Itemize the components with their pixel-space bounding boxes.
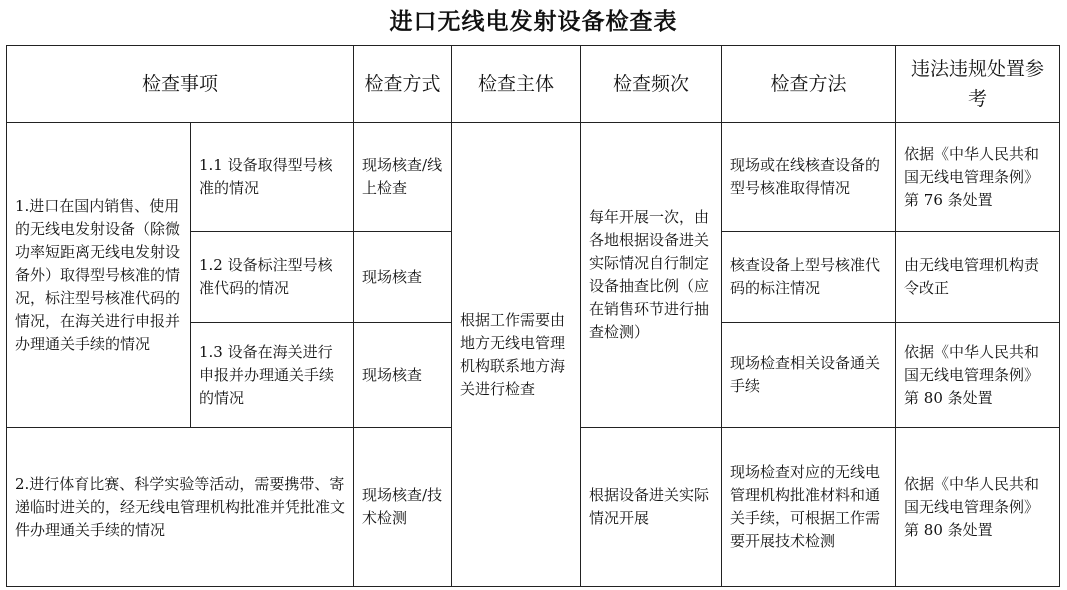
header-subject: 检查主体: [452, 46, 581, 123]
section1-description: 1.进口在国内销售、使用的无线电发射设备（除微功率短距离无线电发射设备外）取得型号核准的情况，标注型号核准代码的情况，在海关进行申报并办理通关手续的情况: [7, 123, 191, 428]
section2-item: 2.进行体育比赛、科学实验等活动，需要携带、寄递临时进关的，经无线电管理机构批准并凭批准文件办理通关手续的情况: [7, 428, 354, 587]
row-1-1-method: 现场或在线核查设备的型号核准取得情况: [722, 123, 896, 232]
section2-method-type: 现场核查/技术检测: [354, 428, 452, 587]
inspection-table: [6, 45, 1060, 587]
row-1-1-method-type: 现场核查/线上检查: [354, 123, 452, 232]
row-1-2-method: 核查设备上型号核准代码的标注情况: [722, 232, 896, 323]
row-1-3-method: 现场检查相关设备通关手续: [722, 323, 896, 428]
header-item: 检查事项: [7, 46, 354, 123]
header-row: [7, 46, 1060, 123]
row-1-3-method-type: 现场核查: [354, 323, 452, 428]
row-1-3-penalty: 依据《中华人民共和国无线电管理条例》第 80 条处置: [896, 323, 1060, 428]
header-penalty: 违法违规处置参考: [896, 46, 1060, 123]
section2-method: 现场检查对应的无线电管理机构批准材料和通关手续，可根据工作需要开展技术检测: [722, 428, 896, 587]
row-1-2-method-type: 现场核查: [354, 232, 452, 323]
row-1-1-item: 1.1 设备取得型号核准的情况: [191, 123, 354, 232]
header-method: 检查方法: [722, 46, 896, 123]
subject-cell: 根据工作需要由地方无线电管理机构联系地方海关进行检查: [452, 123, 581, 587]
table-row: [7, 123, 1060, 232]
section1-frequency: 每年开展一次，由各地根据设备进关实际情况自行制定设备抽查比例（应在销售环节进行抽查检测）: [581, 123, 722, 428]
row-1-2-penalty: 由无线电管理机构责令改正: [896, 232, 1060, 323]
page-title: 进口无线电发射设备检查表: [389, 9, 678, 35]
row-1-1-penalty: 依据《中华人民共和国无线电管理条例》第 76 条处置: [896, 123, 1060, 232]
header-frequency: 检查频次: [581, 46, 722, 123]
header-method-type: 检查方式: [354, 46, 452, 123]
row-1-3-item: 1.3 设备在海关进行申报并办理通关手续的情况: [191, 323, 354, 428]
row-1-2-item: 1.2 设备标注型号核准代码的情况: [191, 232, 354, 323]
section2-penalty: 依据《中华人民共和国无线电管理条例》第 80 条处置: [896, 428, 1060, 587]
section2-frequency: 根据设备进关实际情况开展: [581, 428, 722, 587]
